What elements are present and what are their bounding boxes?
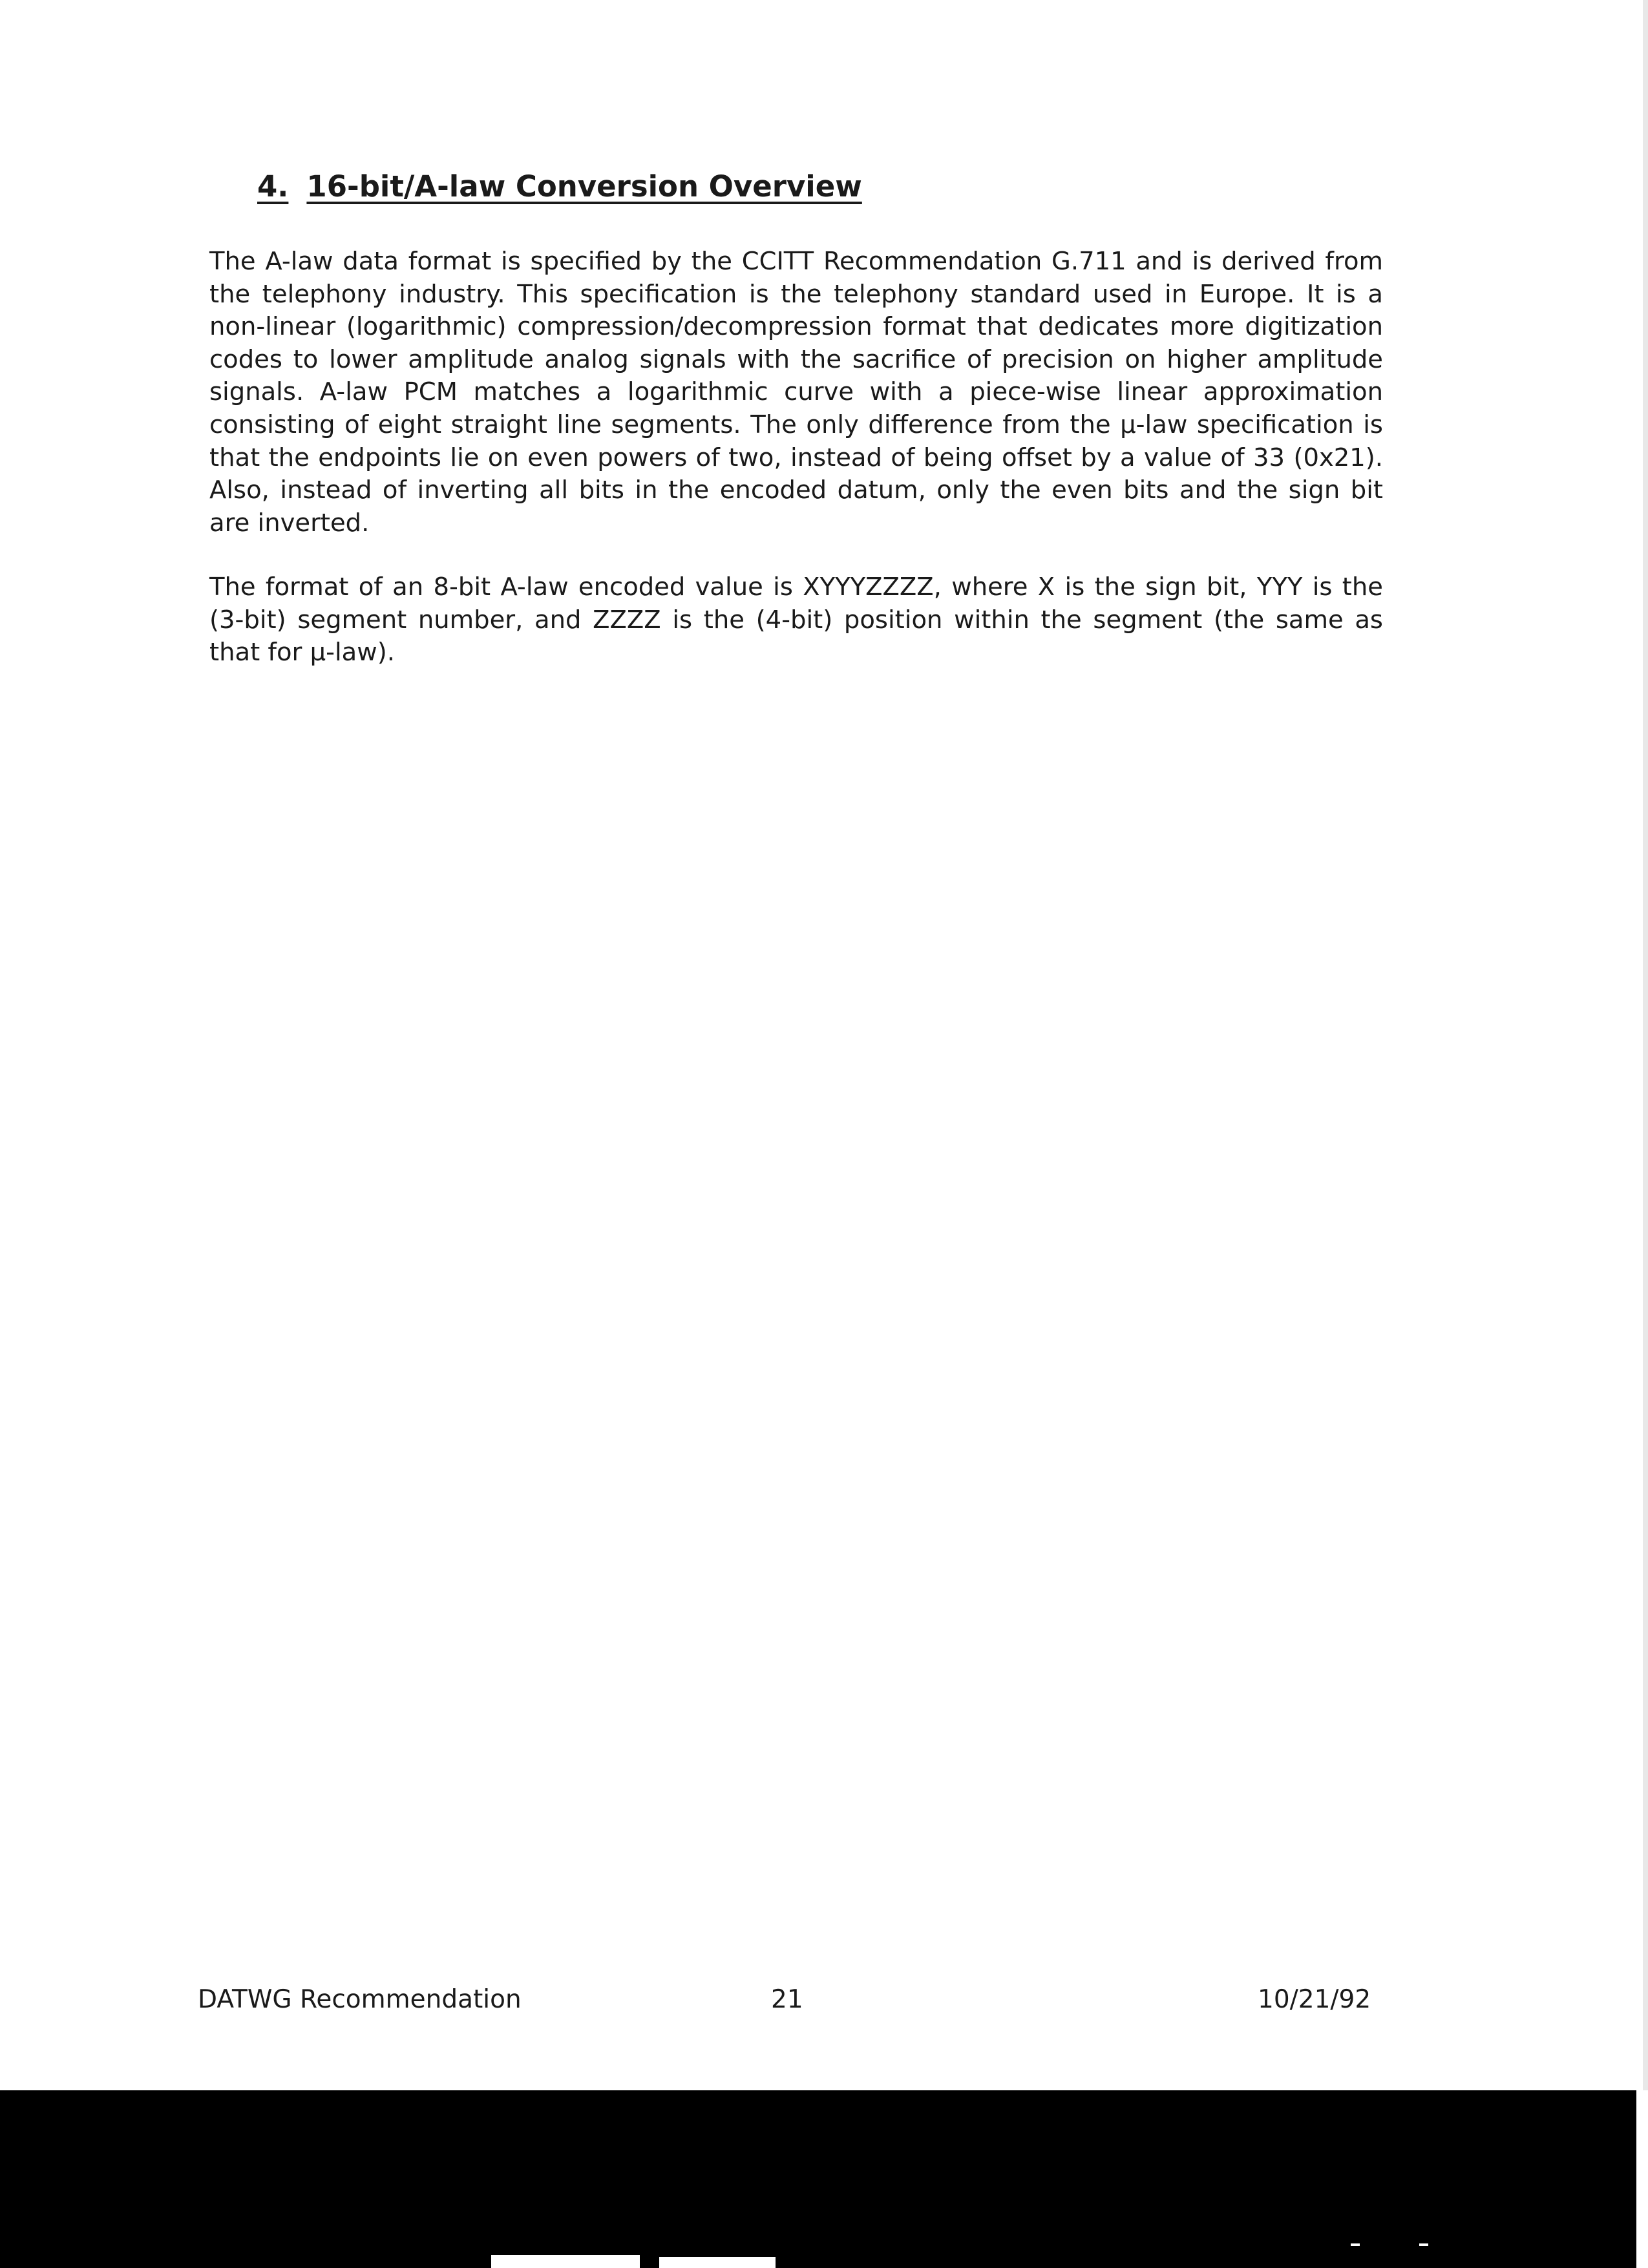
footer-date: 10/21/92 bbox=[1258, 1985, 1371, 2014]
scan-artifact-left bbox=[491, 2255, 640, 2268]
scan-right-edge bbox=[1643, 0, 1648, 2090]
scan-dash-2 bbox=[1419, 2243, 1428, 2246]
scan-dash-1 bbox=[1351, 2243, 1360, 2246]
scan-artifact-right bbox=[659, 2257, 776, 2268]
paragraph-encoded-value: The format of an 8-bit A-law encoded value is XYYYZZZZ, where X is the sign bit, YYY is the (3-bit) segment number, and ZZZZ is the (4-bit) position within the segment (the same as that for μ-law). bbox=[209, 572, 1383, 667]
scan-band-edge bbox=[1636, 2090, 1648, 2268]
section-heading bbox=[257, 169, 862, 204]
section-title: 16-bit/A-law Conversion Overview bbox=[306, 169, 862, 204]
scan-bottom-band bbox=[0, 2090, 1648, 2268]
paragraph-alaw-format: The A-law data format is specified by the CCITT Recommendation G.711 and is derived from the telephony industry. This specification is the telephony standard used in Europe. It is a non-linear (logarithmic) compression/decompression format that dedicates more digitization codes to lower amplitude analog signals with the sacrifice of precision on higher amplitude signals. A-law PCM matches a logarithmic curve with a piece-wise linear approximation consisting of eight straight line segments. The only difference from the μ-law specification is that the endpoints lie on even powers of two, instead of being offset by a value of 33 (0x21). Also, instead of inverting all bits in the encoded datum, only the even bits and the sign bit are inverted. bbox=[209, 247, 1383, 538]
footer-page-number: 21 bbox=[771, 1985, 803, 2014]
footer-document-name: DATWG Recommendation bbox=[198, 1985, 522, 2014]
section-number: 4. bbox=[257, 169, 289, 204]
